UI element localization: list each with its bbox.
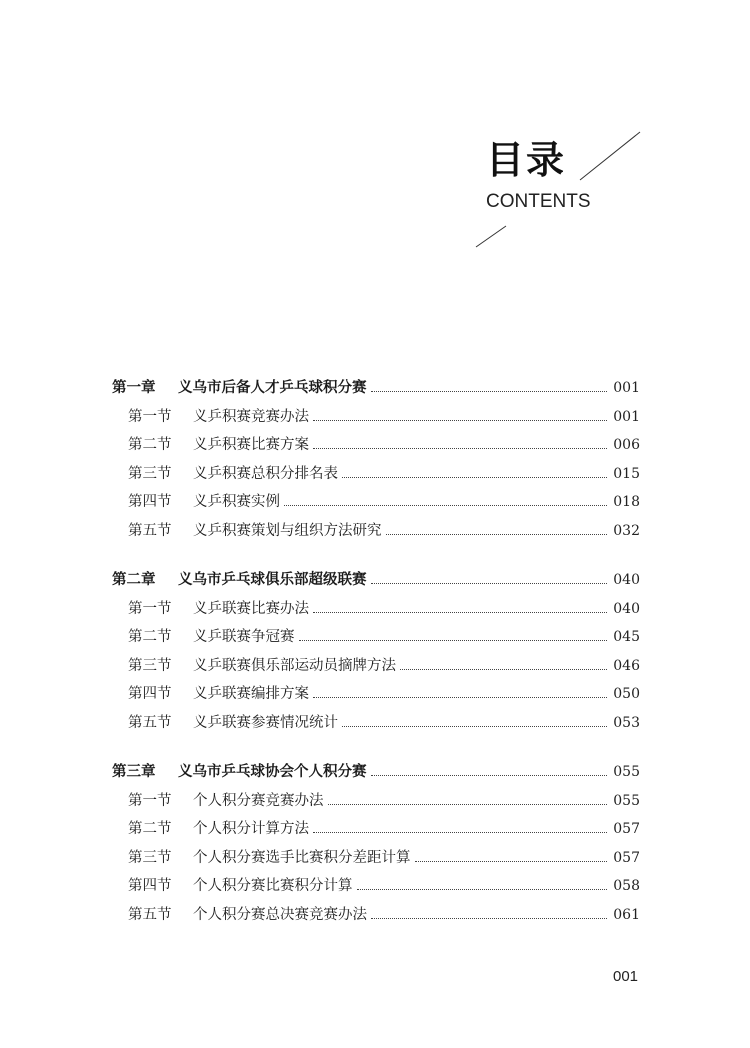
page-number: 053 [613,714,640,731]
toc-entry-chapter-1[interactable] [112,376,640,405]
chapter-3 [112,760,640,931]
section-label: 第五节 [128,906,172,923]
chapter-label: 第二章 [112,572,156,588]
title-chinese: 目录 [486,138,567,182]
dot-leader [284,505,607,506]
folio-page-number: 001 [613,968,639,985]
toc-entry-section[interactable] [112,846,640,875]
toc-entry-section[interactable] [112,903,640,932]
section-title: 义乒联赛参赛情况统计 [193,714,338,731]
section-label: 第一节 [128,792,172,809]
section-title: 义乒积赛总积分排名表 [193,465,338,482]
page-number: 057 [613,849,640,866]
toc-entry-section[interactable] [112,789,640,818]
toc-entry-section[interactable] [112,654,640,683]
chapter-1 [112,376,640,547]
dot-leader [400,669,607,670]
page-number: 001 [613,380,640,396]
section-label: 第一节 [128,408,172,425]
page-number: 055 [613,764,640,780]
page-number: 032 [613,522,640,539]
section-label: 第二节 [128,437,172,453]
section-title: 义乒积赛策划与组织方法研究 [193,522,382,539]
section-label: 第五节 [128,714,172,731]
section-label: 第五节 [128,522,172,539]
section-title: 个人积分计算方法 [193,821,309,837]
section-title: 义乒积赛竞赛办法 [193,408,309,425]
section-title: 义乒联赛俱乐部运动员摘牌方法 [193,657,396,674]
toc-entry-section[interactable] [112,519,640,548]
page-number: 045 [613,629,640,645]
section-title: 个人积分赛总决赛竞赛办法 [193,906,367,923]
toc-entry-section[interactable] [112,817,640,846]
dot-leader [313,448,607,449]
section-title: 个人积分赛竞赛办法 [193,792,324,809]
dot-leader [371,583,608,584]
section-title: 义乒联赛比赛办法 [193,600,309,617]
toc-entry-chapter-2[interactable] [112,568,640,597]
page-number: 040 [613,572,640,588]
chapter-label: 第一章 [112,380,156,396]
section-label: 第四节 [128,878,172,894]
dot-leader [299,640,608,641]
dot-leader [313,420,607,421]
dot-leader [371,775,608,776]
dot-leader [371,918,607,919]
dot-leader [386,534,608,535]
section-title: 义乒积赛实例 [193,494,280,510]
chapter-title: 义乌市乒乓球俱乐部超级联赛 [178,572,367,588]
dot-leader [371,391,608,392]
chapter-label: 第三章 [112,764,156,780]
toc-entry-chapter-3[interactable] [112,760,640,789]
section-title: 个人积分赛比赛积分计算 [193,878,353,894]
table-of-contents [112,376,640,952]
page-number: 055 [613,792,640,809]
toc-entry-section[interactable] [112,711,640,740]
toc-entry-section[interactable] [112,433,640,462]
title-english: CONTENTS [486,191,591,212]
toc-entry-section[interactable] [112,682,640,711]
toc-entry-section[interactable] [112,597,640,626]
page-number: 046 [613,657,640,674]
section-label: 第二节 [128,629,172,645]
section-title: 义乒积赛比赛方案 [193,437,309,453]
dot-leader [313,832,607,833]
dot-leader [328,804,608,805]
page-number: 018 [613,494,640,510]
dot-leader [342,477,607,478]
page-number: 058 [613,878,640,894]
toc-entry-section[interactable] [112,405,640,434]
section-label: 第四节 [128,494,172,510]
dot-leader [313,697,607,698]
page-number: 006 [613,437,640,453]
section-title: 义乒联赛争冠赛 [193,629,295,645]
toc-entry-section[interactable] [112,462,640,491]
page-number: 050 [613,686,640,702]
contents-heading [486,138,686,214]
dot-leader [357,889,608,890]
page-number: 015 [613,465,640,482]
page-number: 057 [613,821,640,837]
chapter-title: 义乌市乒乓球协会个人积分赛 [178,764,367,780]
dot-leader [313,612,607,613]
section-title: 义乒联赛编排方案 [193,686,309,702]
section-label: 第二节 [128,821,172,837]
chapter-title: 义乌市后备人才乒乓球积分赛 [178,380,367,396]
toc-entry-section[interactable] [112,874,640,903]
toc-entry-section[interactable] [112,625,640,654]
dot-leader [415,861,608,862]
section-label: 第一节 [128,600,172,617]
dot-leader [342,726,607,727]
section-label: 第三节 [128,465,172,482]
page-number: 061 [613,906,640,923]
page-number: 040 [613,600,640,617]
section-title: 个人积分赛选手比赛积分差距计算 [193,849,411,866]
chapter-2 [112,568,640,739]
slash-bottom-left [476,226,506,247]
toc-entry-section[interactable] [112,490,640,519]
section-label: 第三节 [128,657,172,674]
section-label: 第三节 [128,849,172,866]
page-number: 001 [613,408,640,425]
section-label: 第四节 [128,686,172,702]
